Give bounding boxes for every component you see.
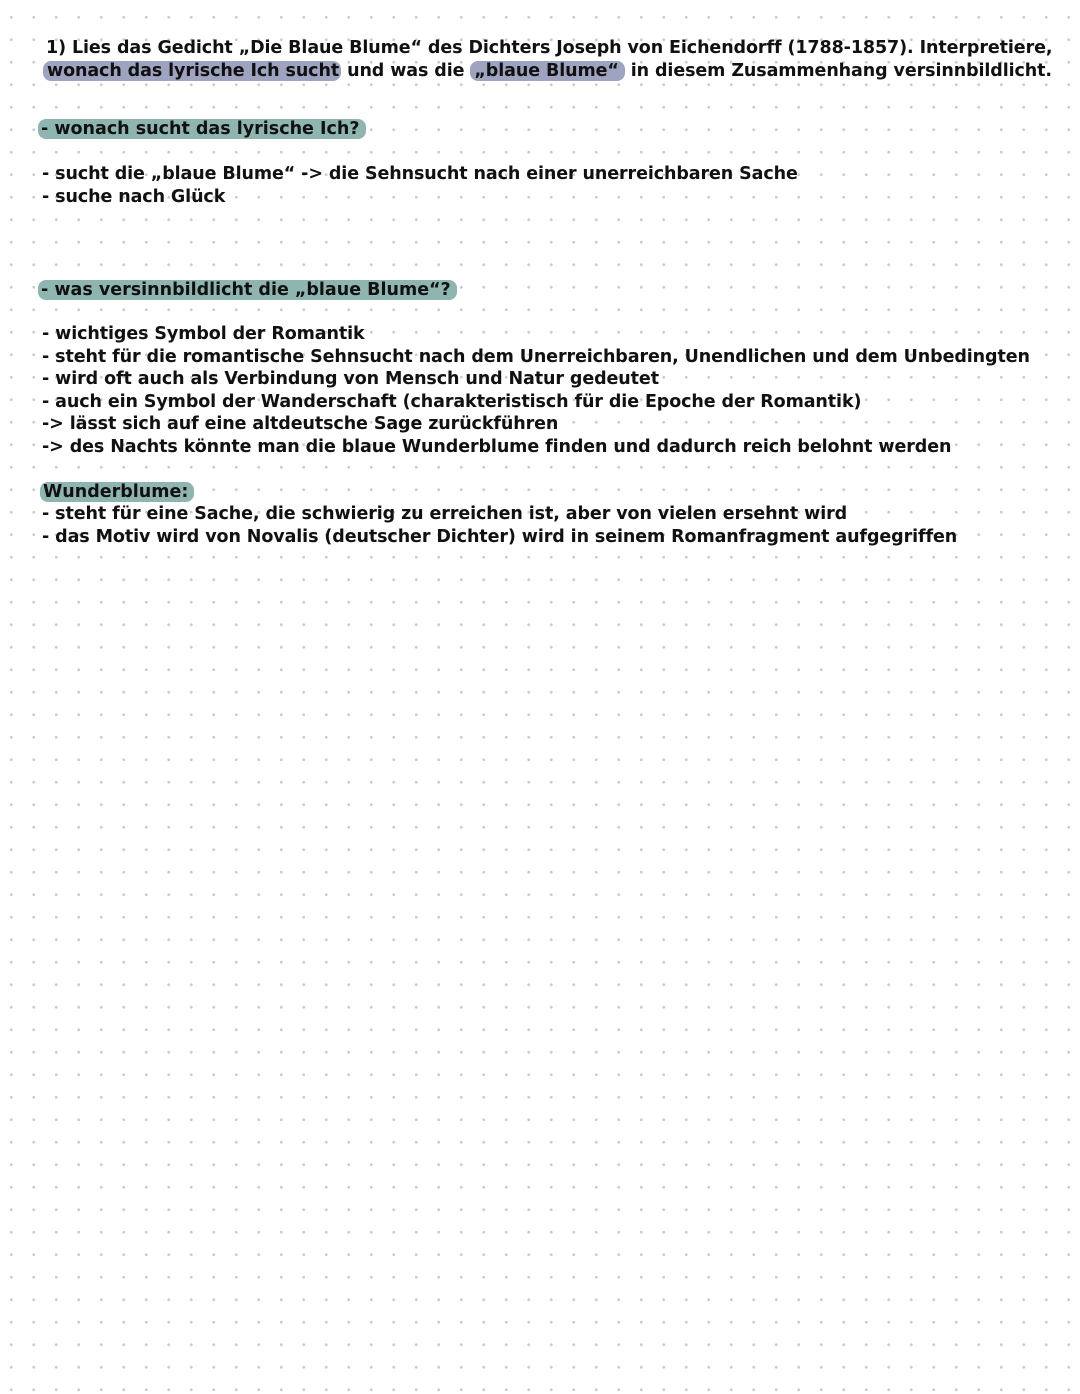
list-item: -> des Nachts könnte man die blaue Wunderblume finden und dadurch reich belohnt werden <box>42 436 952 457</box>
list-item: - steht für die romantische Sehnsucht nach dem Unerreichbaren, Unendlichen und dem Unbedingten <box>42 346 1030 367</box>
heading-highlight: - wonach sucht das lyrische Ich? <box>38 119 366 139</box>
heading-highlight: Wunderblume: <box>40 482 194 502</box>
list-item: - sucht die „blaue Blume“ -> die Sehnsucht nach einer unerreichbaren Sache <box>42 164 798 184</box>
task-line-2-end: in diesem Zusammenhang versinnbildlicht. <box>624 61 1052 81</box>
list-item: - suche nach Glück <box>42 186 226 207</box>
section-heading-wunderblume <box>40 481 194 504</box>
highlight-search-phrase: wonach das lyrische Ich sucht <box>43 61 341 81</box>
list-item: -> lässt sich auf eine altdeutsche Sage zurückführen <box>42 414 559 434</box>
task-prompt <box>43 37 1053 83</box>
section-list-wunderblume <box>42 503 957 548</box>
list-item: - wird oft auch als Verbindung von Mensch und Natur gedeutet <box>42 369 659 389</box>
task-line-1: 1) Lies das Gedicht „Die Blaue Blume“ des Dichters Joseph von Eichendorff (1788-1857). Interpretiere, <box>46 38 1053 58</box>
list-item: - auch ein Symbol der Wanderschaft (charakteristisch für die Epoche der Romantik) <box>42 391 862 412</box>
section-heading-search <box>38 118 366 141</box>
highlight-blue-flower: „blaue Blume“ <box>470 61 624 81</box>
heading-highlight: - was versinnbildlicht die „blaue Blume“? <box>38 280 457 300</box>
section-list-symbolism <box>42 323 1030 458</box>
list-item: - steht für eine Sache, die schwierig zu erreichen ist, aber von vielen ersehnt wird <box>42 504 848 524</box>
task-line-2 <box>43 60 1052 83</box>
list-item: - das Motiv wird von Novalis (deutscher Dichter) wird in seinem Romanfragment aufgegriffen <box>42 526 958 547</box>
section-heading-symbolism <box>38 279 457 302</box>
list-item: - wichtiges Symbol der Romantik <box>42 324 365 344</box>
section-list-search <box>42 163 798 208</box>
task-line-2-mid: und was die <box>341 61 471 81</box>
